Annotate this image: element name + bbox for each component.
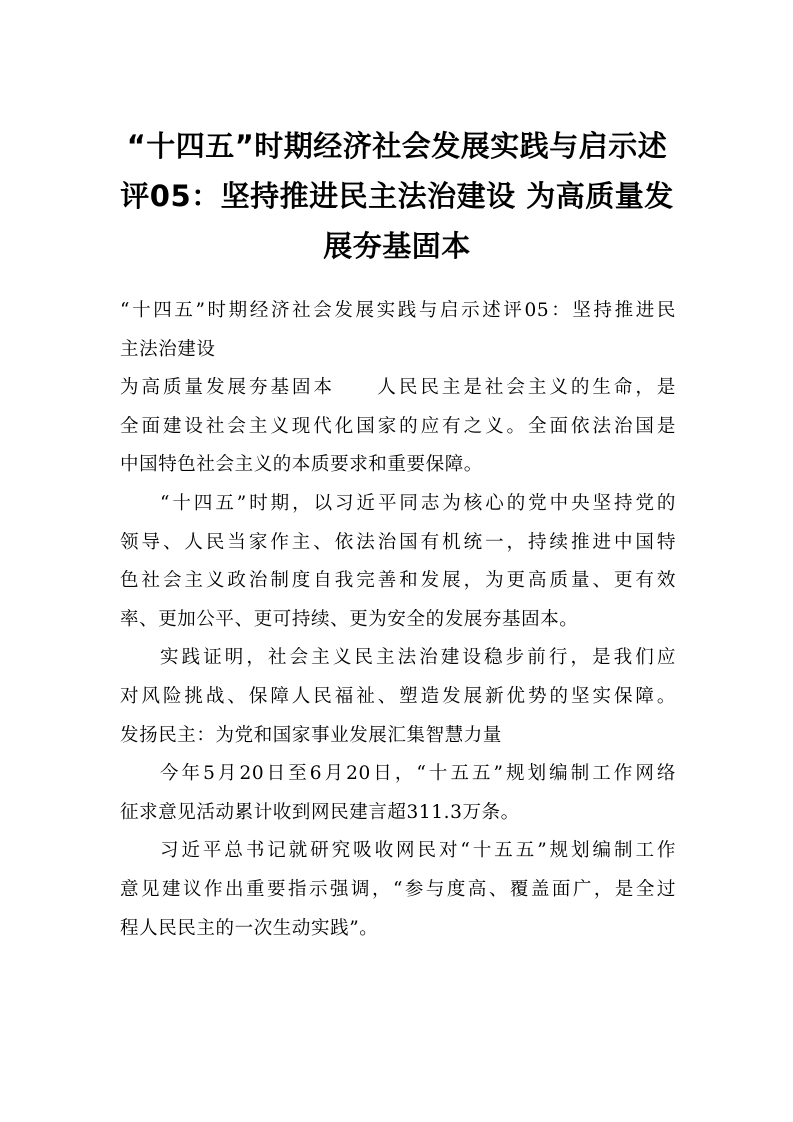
lead-phrase: 为高质量发展夯基固本	[120, 377, 335, 399]
document-title	[118, 121, 676, 271]
text-line: 征求意见活动累计收到网民建言超311.3万条。	[120, 801, 520, 823]
text-line: 对风险挑战、保障人民福祉、塑造发展新优势的坚实保障。	[120, 685, 676, 707]
text-line: 发扬民主：为党和国家事业发展汇集智慧力量	[120, 724, 503, 746]
text-line: “十四五”时期经济社会发展实践与启示述评05：坚持推进民	[120, 300, 676, 321]
body-paragraph	[120, 832, 676, 948]
body-paragraph	[120, 755, 676, 832]
intro-paragraph	[120, 369, 676, 485]
title-line: “十四五”时期经济社会发展实践与启示述	[126, 129, 668, 163]
text-line: 色社会主义政治制度自我完善和发展，为更高质量、更有效	[120, 570, 676, 592]
section-heading	[120, 717, 676, 756]
text-line: 实践证明，社会主义民主法治建设稳步前行，是我们应	[160, 647, 676, 669]
text-line: 程人民民主的一次生动实践”。	[120, 917, 379, 939]
text-line: 意见建议作出重要指示强调，“参与度高、覆盖面广，是全过	[120, 878, 676, 900]
title-line: 展夯基固本	[323, 229, 471, 263]
body-paragraph	[120, 485, 676, 639]
text-run: 人民民主是社会主义的生命，是	[375, 377, 676, 399]
body-paragraph	[120, 639, 676, 716]
text-line: 习近平总书记就研究吸收网民对“十五五”规划编制工作	[160, 840, 676, 862]
text-line: 今年5月20日至6月20日，“十五五”规划编制工作网络	[160, 763, 676, 785]
text-line: 率、更加公平、更可持续、更为安全的发展夯基固本。	[120, 608, 579, 630]
document-body	[120, 292, 676, 948]
title-line: 评05：坚持推进民主法治建设 为高质量发	[120, 179, 674, 213]
text-line: 中国特色社会主义的本质要求和重要保障。	[120, 454, 483, 476]
subtitle-paragraph	[120, 292, 676, 369]
text-line: 主法治建设	[120, 338, 216, 360]
text-line	[120, 369, 676, 408]
text-line: “十四五”时期，以习近平同志为核心的党中央坚持党的	[160, 492, 676, 514]
text-line: 领导、人民当家作主、依法治国有机统一，持续推进中国特	[120, 531, 676, 553]
text-line: 全面建设社会主义现代化国家的应有之义。全面依法治国是	[120, 415, 676, 437]
